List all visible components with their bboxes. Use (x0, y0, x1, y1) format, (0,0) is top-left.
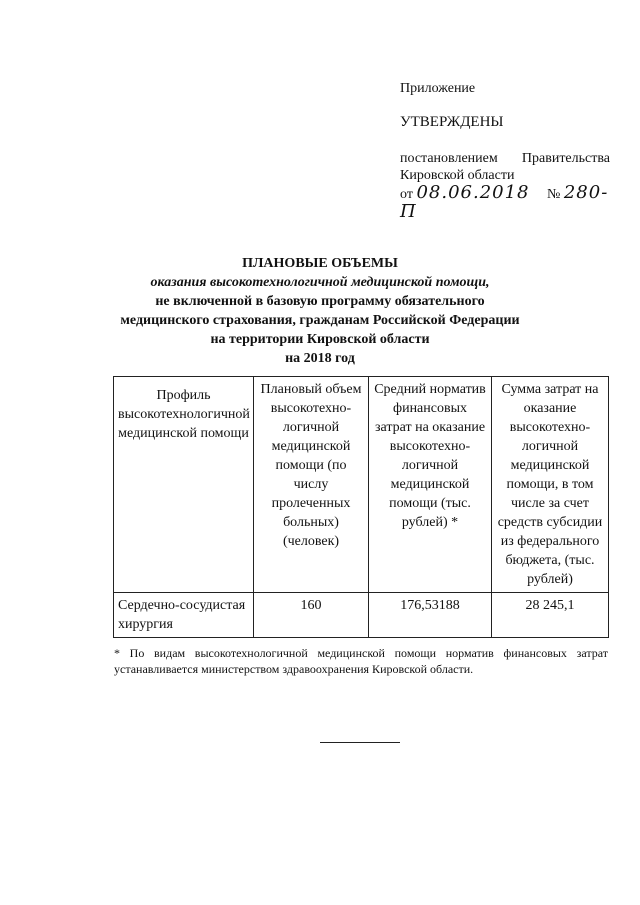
document-title (0, 254, 640, 368)
from-prefix: от (400, 187, 413, 202)
footnote: * По видам высокотехнологичной медицинской помощи норматив финансовых затрат устанавливается министерством здравоохранения Кировской области. (114, 646, 608, 676)
title-line-4: медицинского страхования, гражданам Российской Федерации (120, 313, 520, 328)
cell-sum: 28 245,1 (492, 593, 609, 638)
cell-volume: 160 (254, 593, 369, 638)
government-word: Правительства (521, 151, 610, 166)
table-header-row (114, 377, 609, 593)
appendix-label: Приложение (400, 81, 476, 96)
cell-norm: 176,53188 (369, 593, 492, 638)
closing-separator-line (320, 742, 400, 743)
title-line-3: не включенной в базовую программу обязательного (155, 294, 485, 309)
title-line-1: ПЛАНОВЫЕ ОБЪЕМЫ (242, 256, 398, 271)
header-profile: Профиль высокотехнологичной медицинской помощи (114, 377, 254, 593)
cell-profile: Сердечно-сосудистая хирургия (114, 593, 254, 638)
title-line-5: на территории Кировской области (210, 332, 430, 347)
title-line-6: на 2018 год (285, 351, 355, 366)
resolution-word: постановлением (400, 151, 498, 166)
handwritten-date: 08.06.2018 (416, 182, 530, 203)
header-average-norm: Средний норматив финансовых затрат на оказание высокотехно-логичной медицинской помощи (тыс. рублей) * (369, 377, 492, 593)
handwritten-number: 280-П (400, 182, 609, 222)
header-total-cost: Сумма затрат на оказание высокотехно-логичной медицинской помощи, в том числе за счет средств субсидии из федерального бюджета, (тыс. рублей) (492, 377, 609, 593)
title-line-2: оказания высокотехнологичной медицинской помощи, (150, 275, 490, 290)
table-row (114, 593, 609, 638)
resolution-date-number (400, 184, 610, 222)
planned-volumes-table (113, 376, 609, 638)
header-planned-volume: Плановый объем высокотехно-логичной медицинской помощи (по числу пролеченных больных) (человек) (254, 377, 369, 593)
resolution-line-2: Кировской области (400, 168, 515, 183)
number-prefix: № (547, 187, 561, 202)
approved-label: УТВЕРЖДЕНЫ (400, 114, 504, 130)
resolution-line-1 (400, 150, 610, 167)
